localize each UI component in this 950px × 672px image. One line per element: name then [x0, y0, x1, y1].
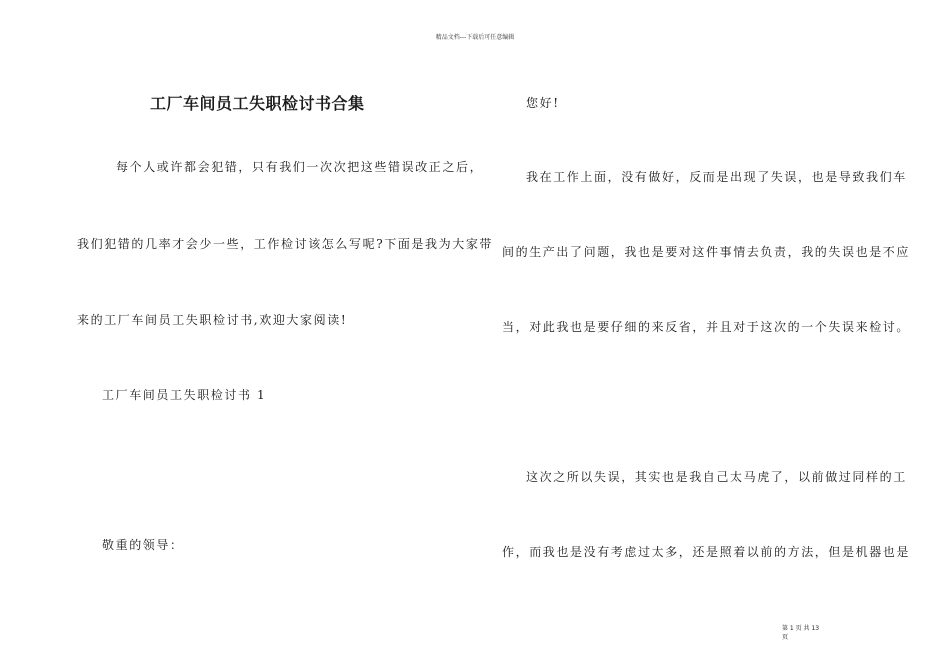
paragraph-line: 间的生产出了问题，我也是要对这件事情去负责，我的失误也是不应 — [502, 245, 911, 259]
paragraph-line: 我们犯错的几率才会少一些，工作检讨该怎么写呢?下面是我为大家带 — [77, 237, 494, 251]
page-number — [782, 624, 819, 642]
greeting: 您好! — [526, 96, 560, 110]
salutation: 敬重的领导： — [102, 538, 184, 552]
document-title: 工厂车间员工失职检讨书合集 — [150, 94, 365, 113]
paragraph-line: 这次之所以失误，其实也是我自己太马虎了，以前做过同样的工 — [526, 470, 907, 484]
paragraph-line: 来的工厂车间员工失职检讨书,欢迎大家阅读! — [77, 313, 348, 327]
section-heading: 工厂车间员工失职检讨书 1 — [102, 388, 267, 402]
paragraph-line: 当，对此我也是要仔细的来反省，并且对于这次的一个失误来检讨。 — [502, 320, 911, 334]
page-header-note: 精品文档---下载后可任意编辑 — [435, 34, 515, 41]
paragraph-line: 我在工作上面，没有做好，反而是出现了失误，也是导致我们车 — [526, 170, 907, 184]
paragraph-line: 每个人或许都会犯错，只有我们一次次把这些错误改正之后， — [116, 160, 484, 174]
page-number-line: 第 1 页 共 13 — [782, 625, 820, 632]
page-number-line: 页 — [782, 634, 789, 641]
paragraph-line: 作，而我也是没有考虑过太多，还是照着以前的方法，但是机器也是 — [502, 545, 911, 559]
